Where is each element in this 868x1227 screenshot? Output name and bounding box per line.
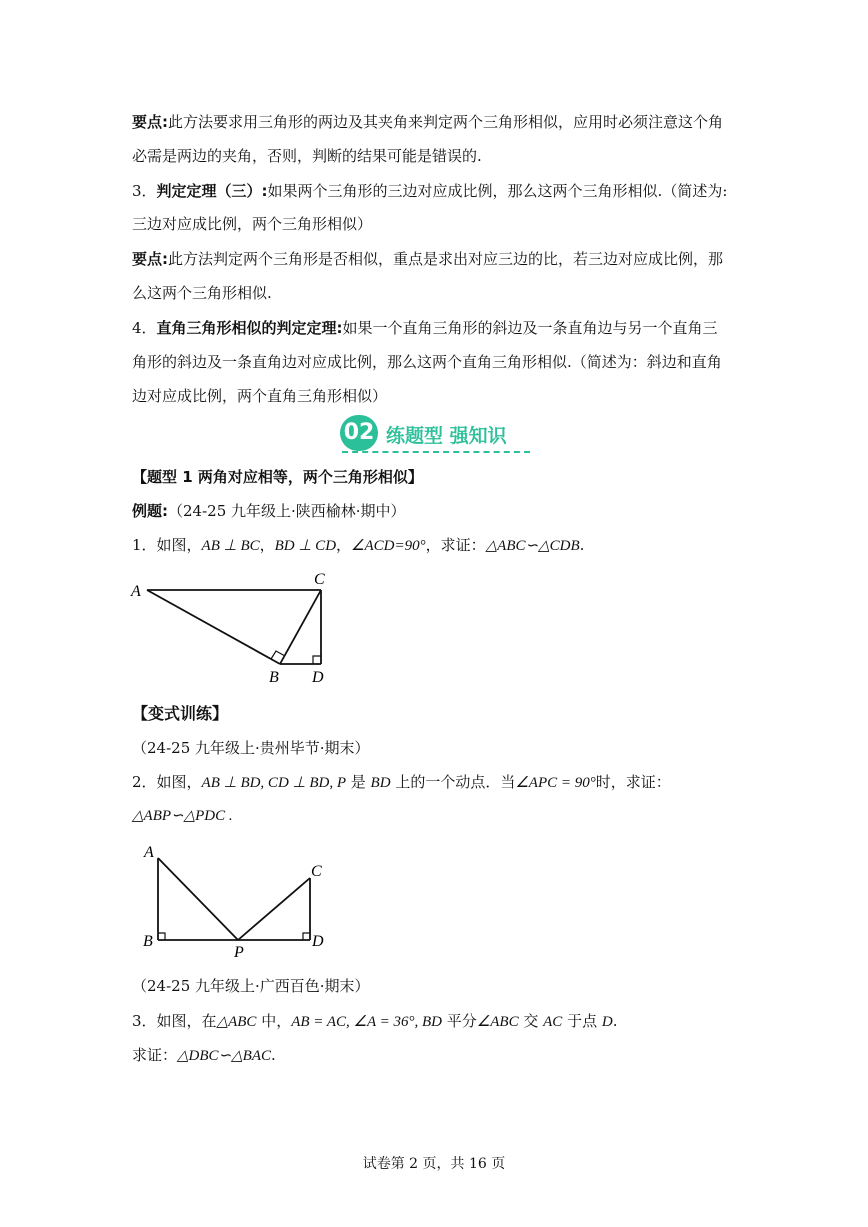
q3-math-3: ∠ABC (476, 1014, 519, 1030)
label-c: C (314, 571, 325, 588)
q2-source: （24-25 九年级上·贵州毕节·期末） (132, 739, 370, 757)
q3b-prefix: 求证： (132, 1046, 178, 1064)
q3-prefix: 3．如图，在 (132, 1012, 217, 1030)
q2-math-1: AB ⊥ BD, CD ⊥ BD, P (201, 775, 346, 791)
theorem-text: 如果一个直角三角形的斜边及一条直角边与另一个直角三 (342, 319, 718, 337)
segment-bc (280, 590, 321, 664)
q1-sep-3: ，求证： (425, 536, 486, 554)
section-title: 练题型 强知识 (386, 425, 507, 447)
q3-text-2: 平分 (442, 1012, 477, 1030)
right-angle-mark-d (313, 656, 321, 664)
theorem-number: 3． (132, 182, 157, 200)
q3-math-4: AC (543, 1014, 563, 1030)
label-a: A (144, 844, 154, 861)
key-point-2-cont: 么这两个三角形相似. (132, 284, 272, 302)
q3b-math: △DBC∽△BAC (177, 1048, 271, 1064)
q3-math-1: △ABC (216, 1014, 257, 1030)
theorem-number: 4． (132, 319, 157, 337)
q3-text-4: 于点 (562, 1012, 602, 1030)
figure-1 (125, 565, 345, 690)
q2-math-2: BD (370, 775, 391, 791)
q3-source: （24-25 九年级上·广西百色·期末） (132, 977, 370, 995)
key-point-1-cont: 必需是两边的夹角，否则，判断的结果可能是错误的. (132, 147, 482, 165)
question-3 (132, 1011, 617, 1032)
section-number-badge: 02 (340, 415, 378, 451)
example-source: （24-25 九年级上·陕西榆林·期中） (168, 502, 406, 520)
theorem-4 (132, 318, 718, 338)
key-point-text: 此方法要求用三角形的两边及其夹角来判定两个三角形相似，应用时必须注意这个角 (168, 113, 724, 131)
q1-sep-1: ， (259, 536, 275, 554)
example-label: 例题: (132, 502, 168, 520)
page-footer: 试卷第 2 页，共 16 页 (362, 1156, 506, 1172)
example-line (132, 501, 406, 521)
q2-prefix: 2．如图， (132, 773, 202, 791)
label-b: B (269, 669, 279, 686)
q1-math-1: AB ⊥ BC (201, 538, 260, 554)
theorem-title: 直角三角形相似的判定定理: (156, 319, 343, 337)
label-a: A (131, 583, 141, 600)
key-point-2 (132, 249, 723, 269)
theorem-3-cont: 三边对应成比例，两个三角形相似） (132, 215, 373, 233)
key-point-label: 要点: (132, 250, 168, 268)
q2-end: 时，求证： (595, 773, 671, 791)
q2-math-3: ∠APC = 90° (515, 775, 596, 791)
variant-heading: 【变式训练】 (132, 704, 229, 723)
q1-prefix: 1．如图， (132, 536, 202, 554)
q3b-end: . (271, 1046, 276, 1064)
label-d: D (312, 933, 324, 950)
q2-text-2: 上的一个动点．当 (390, 773, 516, 791)
question-1 (132, 535, 584, 556)
q1-math-4: △ABC∽△CDB (485, 538, 580, 554)
key-point-1 (132, 112, 723, 132)
label-p: P (234, 944, 244, 961)
theorem-4-cont: 角形的斜边及一条直角边对应成比例，那么这两个直角三角形相似.（简述为：斜边和直角 (132, 353, 722, 371)
q3-math-5: D (601, 1014, 613, 1030)
theorem-text: 如果两个三角形的三边对应成比例，那么这两个三角形相似.（简述为: (267, 182, 728, 200)
right-angle-mark-b (158, 933, 165, 940)
label-b: B (143, 933, 153, 950)
question-3-cont (132, 1045, 276, 1066)
label-c: C (311, 863, 322, 880)
q3-text-3: 交 (518, 1012, 544, 1030)
question-2-cont: △ABP∽△PDC . (132, 808, 233, 824)
q1-math-2: BD ⊥ CD (274, 538, 337, 554)
q1-math-3: ∠ACD=90° (351, 538, 426, 554)
segment-ab (147, 590, 280, 664)
theorem-3 (132, 181, 727, 201)
q2-text-1: 是 (346, 773, 371, 791)
key-point-text: 此方法判定两个三角形是否相似，重点是求出对应三边的比，若三边对应成比例，那 (168, 250, 724, 268)
question-type-heading: 【题型 1 两角对应相等，两个三角形相似】 (132, 468, 423, 486)
q3-math-2: AB = AC, ∠A = 36°, BD (291, 1014, 443, 1030)
question-2 (132, 772, 671, 793)
q3-text-1: 中， (256, 1012, 292, 1030)
q3-end: . (612, 1012, 618, 1030)
section-underline (342, 451, 530, 453)
theorem-4-cont-2: 边对应成比例，两个直角三角形相似） (132, 387, 388, 405)
label-d: D (312, 669, 324, 686)
figure-2 (130, 838, 340, 968)
q1-end: . (579, 536, 585, 554)
segment-ap (158, 858, 238, 940)
key-point-label: 要点: (132, 113, 168, 131)
q1-sep-2: ， (336, 536, 352, 554)
theorem-title: 判定定理（三）: (156, 182, 268, 200)
segment-pc (238, 878, 310, 940)
right-angle-mark-d (303, 933, 310, 940)
